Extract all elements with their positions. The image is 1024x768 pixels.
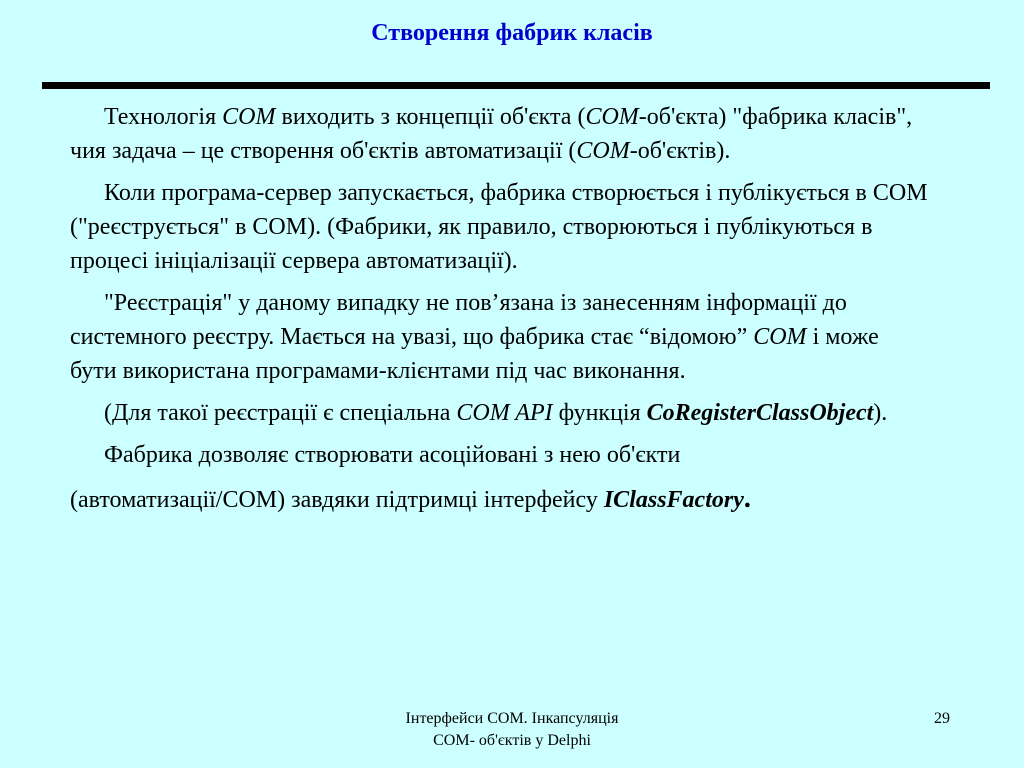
footer-line-1: Інтерфейси COM. Інкапсуляція xyxy=(405,710,619,727)
bold-italic-term: IClassFactory xyxy=(603,487,744,513)
footer-caption xyxy=(312,708,712,752)
footer-line-2: COM- об'єктів у Delphi xyxy=(433,732,591,749)
italic-term: COM xyxy=(576,138,630,164)
italic-term: COM API xyxy=(456,400,553,426)
paragraph-5 xyxy=(70,438,930,517)
paragraph-1 xyxy=(70,100,930,168)
text-span: Фабрика дозволяє створювати асоційовані з нею об'єкти xyxy=(104,442,681,468)
text-span: (автоматизації/COM) завдяки підтримці інтерфейсу xyxy=(70,487,604,513)
page-number: 29 xyxy=(934,710,950,727)
paragraph-5-line2 xyxy=(70,482,930,517)
text-span: і може бути використана програмами-клієнтами під час виконання. xyxy=(70,324,879,384)
slide-title: Створення фабрик класів xyxy=(371,20,653,46)
bold-italic-term: CoRegisterClassObject xyxy=(646,400,874,426)
text-span: -об'єктів). xyxy=(629,138,731,164)
terminal-period: . xyxy=(743,483,751,514)
italic-term: COM xyxy=(753,324,807,350)
paragraph-3 xyxy=(70,286,930,388)
paragraph-4 xyxy=(70,396,930,430)
text-span: виходить з концепції об'єкта ( xyxy=(275,104,586,130)
italic-term: COM xyxy=(222,104,276,130)
title-divider xyxy=(42,82,990,89)
slide-body xyxy=(70,100,930,517)
paragraph-2: Коли програма-сервер запускається, фабрика створюється і публікується в COM ("реєструється" в COM). (Фабрики, як правило, створюються і публікуються в процесі ініціалізації сервера автоматизації). xyxy=(70,180,928,274)
text-span: ). xyxy=(873,400,888,426)
text-span: (Для такої реєстрації є спеціальна xyxy=(104,400,457,426)
italic-term: COM xyxy=(585,104,639,130)
text-span: "Реєстрація" у даному випадку не пов’язана із занесенням інформації до системного реєстру. Мається на увазі, що фабрика стає “відомою” xyxy=(70,290,847,350)
text-span: -об'єкта) "фабрика класів", чия задача – це створення об'єктів автоматизації ( xyxy=(70,104,913,164)
text-span: функція xyxy=(552,400,647,426)
text-span: Технологія xyxy=(104,104,223,130)
